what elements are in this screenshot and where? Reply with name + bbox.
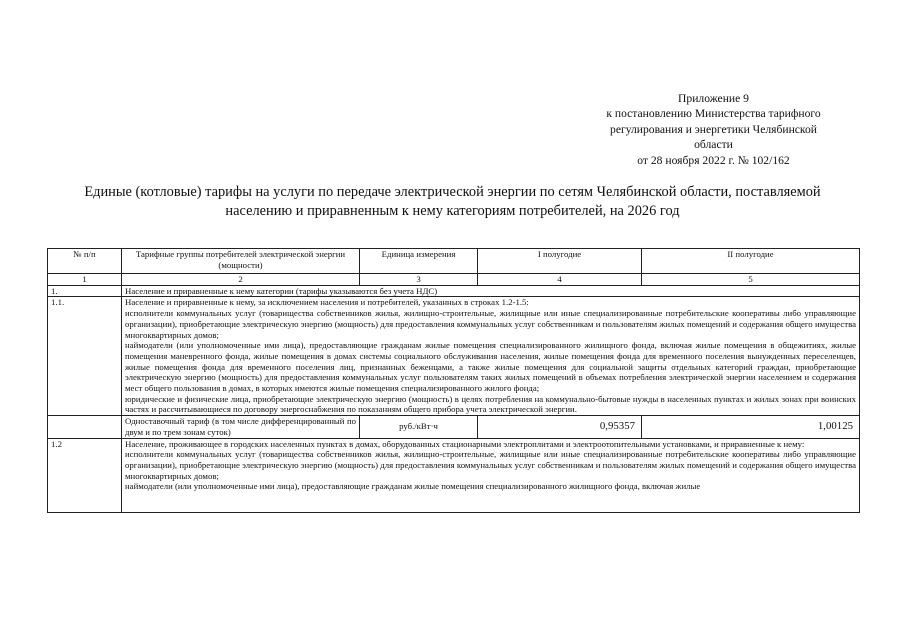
row-paragraph: исполнители коммунальных услуг (товарищества собственников жилья, жилищно-строительные, жилищные или иные специализированные потребительские кооперативы либо управляющие организации), приобретающие электрическую энергию (мощность) для предоставления коммунальных услуг собственникам и пользователям жилых помещений и содержания общего имущества многоквартирных домов;	[125, 308, 856, 340]
header-h2: II полугодие	[642, 249, 860, 274]
row-paragraph: наймодатели (или уполномоченные ими лица), предоставляющие гражданам жилые помещения специализированного жилищного фонда, включая жилые помещения в общежитиях, жилые помещения маневренного фонда, жилые помещения в домах системы социального обслуживания населения, жилые помещения фонда для временного поселения вынужденных переселенцев, жилые помещения фонда для временного поселения лиц, признанных беженцами, а также жилые помещения для социальной защиты отдельных категорий граждан, приобретающие электрическую энергию (мощность) для предоставления коммунальных услуг пользователям таких жилых помещений в объемах потребления электрической энергии населением и содержания мест общего пользования в домах, в которых имеются жилые помещения специализированного жилого фонда;	[125, 340, 856, 394]
header-group: Тарифные группы потребителей электрической энергии (мощности)	[122, 249, 360, 274]
header-num: № п/п	[48, 249, 122, 274]
appendix-line: от 28 ноября 2022 г. № 102/162	[637, 153, 790, 167]
tariff-h2-value: 1,00125	[642, 416, 860, 438]
section-text: Население и приравненные к нему категории (тарифы указываются без учета НДС)	[122, 285, 860, 297]
row-num: 1.1.	[48, 297, 122, 416]
column-number: 5	[642, 274, 860, 286]
column-number: 2	[122, 274, 360, 286]
title-line-2: населению и приравненным к нему категориям потребителей, на 2026 год	[225, 203, 680, 219]
tariff-table	[47, 248, 860, 513]
row-paragraph: исполнители коммунальных услуг (товарищества собственников жилья, жилищно-строительные, жилищные или иные специализированные потребительские кооперативы либо управляющие организации), приобретающие электрическую энергию (мощность) для предоставления коммунальных услуг собственникам и пользователям жилых помещений и содержания общего имущества многоквартирных домов;	[125, 449, 856, 481]
appendix-line: области	[694, 138, 733, 152]
row-num: 1.	[48, 285, 122, 297]
tariff-label: Одноставочный тариф (в том числе дифференцированный по двум и по трем зонам суток)	[122, 416, 360, 438]
row-paragraph: Население и приравненные к нему, за исключением населения и потребителей, указанных в строках 1.2-1.5:	[125, 297, 529, 308]
tariff-row	[48, 416, 860, 438]
appendix-line: регулирования и энергетики Челябинской	[610, 122, 817, 136]
row-description	[122, 297, 860, 416]
tariff-h1-value: 0,95357	[478, 416, 642, 438]
row-paragraph: наймодатели (или уполномоченные ими лица), предоставляющие гражданам жилые помещения специализированного жилищного фонда, включая жилые	[125, 481, 701, 492]
row-description	[122, 438, 860, 512]
title-line-1: Единые (котловые) тарифы на услуги по передаче электрической энергии по сетям Челябинской области, поставляемой	[84, 184, 821, 200]
row-paragraph: Население, проживающее в городских населенных пунктах в домах, оборудованных стационарными электроплитами и электроотопительными установками, и приравненные к нему:	[125, 438, 805, 449]
appendix-header	[586, 91, 841, 168]
row-num: 1.2	[48, 438, 122, 512]
document-title	[30, 183, 875, 221]
appendix-line: к постановлению Министерства тарифного	[606, 107, 821, 121]
column-number: 1	[48, 274, 122, 286]
row-paragraph: юридические и физические лица, приобретающие электрическую энергию (мощность) в целях потребления на коммунально-бытовые нужды в населенных пунктах и жилых зонах при воинских частях и рассчитывающиеся по договору энергоснабжения по показаниям общего прибора учета электрической энергии.	[125, 393, 856, 415]
table-row	[48, 285, 860, 297]
tariff-unit: руб./кВт·ч	[360, 416, 478, 438]
table-header-row	[48, 249, 860, 274]
table-row	[48, 438, 860, 512]
column-number: 4	[478, 274, 642, 286]
column-number: 3	[360, 274, 478, 286]
header-unit: Единица измерения	[360, 249, 478, 274]
appendix-line: Приложение 9	[678, 92, 749, 105]
table-row	[48, 297, 860, 416]
header-h1: I полугодие	[478, 249, 642, 274]
column-number-row	[48, 274, 860, 286]
